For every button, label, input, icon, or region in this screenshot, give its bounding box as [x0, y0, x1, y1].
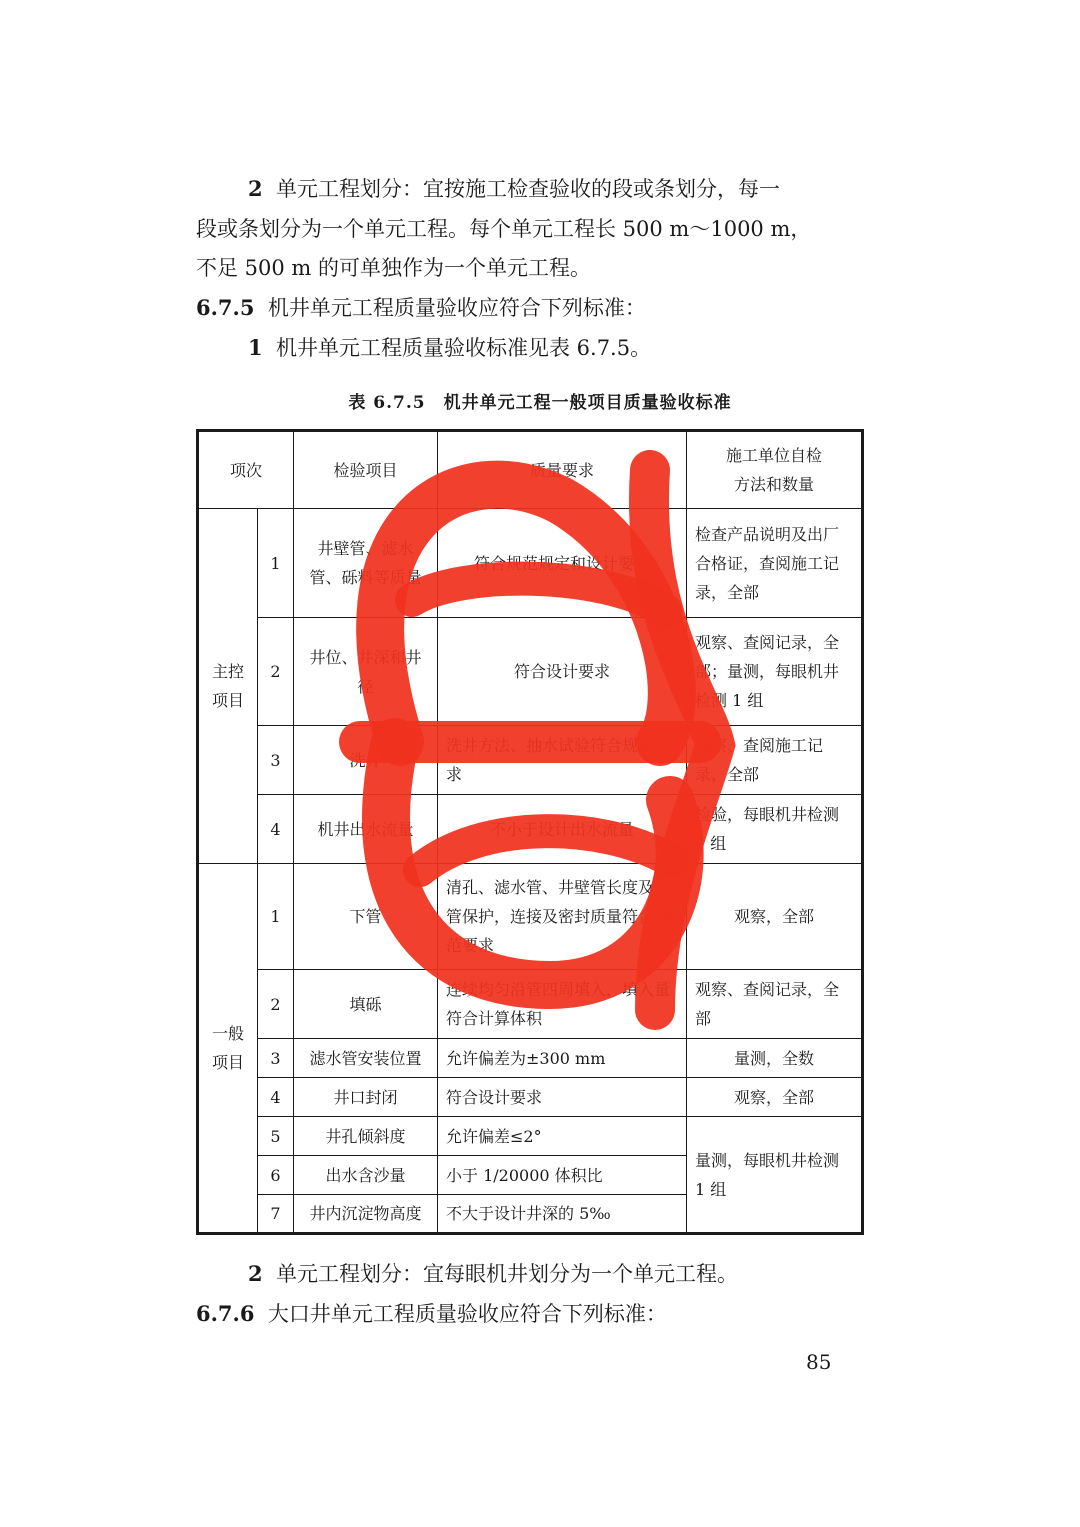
page-number: 85	[806, 1350, 832, 1374]
row-no: 2	[258, 618, 294, 726]
group-main-line1: 主控	[211, 662, 244, 681]
group-general-line1: 一般	[211, 1024, 244, 1043]
row-req: 允许偏差≤2°	[438, 1117, 687, 1156]
row-method: 观察，全部	[687, 864, 863, 970]
item-1-num: 1	[248, 335, 263, 360]
table-row	[198, 509, 863, 618]
row-item: 机井出水流量	[294, 795, 438, 864]
section-6-7-6	[196, 1299, 667, 1329]
table-row	[198, 864, 863, 970]
item-2	[248, 1259, 738, 1289]
row-item: 出水含沙量	[294, 1156, 438, 1195]
table-row	[198, 726, 863, 795]
row-req: 小于 1/20000 体积比	[438, 1156, 687, 1195]
group-general-line2: 项目	[211, 1053, 244, 1072]
para1-line3: 不足 500 m 的可单独作为一个单元工程。	[196, 256, 592, 280]
quality-table	[196, 429, 864, 1235]
table-row	[198, 1078, 863, 1117]
group-main-line2: 项目	[211, 691, 244, 710]
row-method: 观察、查阅施工记录，全部	[687, 726, 863, 795]
header-method-line1: 施工单位自检	[726, 446, 823, 465]
table-row	[198, 1039, 863, 1078]
row-req: 清孔、滤水管、井壁管长度及下管保护，连接及密封质量符合规范要求	[438, 864, 687, 970]
section-number: 6.7.6	[196, 1301, 255, 1326]
row-no: 5	[258, 1117, 294, 1156]
header-method-line2: 方法和数量	[734, 475, 815, 494]
row-req: 允许偏差为±300 mm	[438, 1039, 687, 1078]
row-method: 检验，每眼机井检测 1 组	[687, 795, 863, 864]
row-req: 不大于设计井深的 5‰	[438, 1195, 687, 1234]
row-item: 滤水管安装位置	[294, 1039, 438, 1078]
table-row	[198, 618, 863, 726]
row-req: 符合设计要求	[438, 1078, 687, 1117]
item-2-num: 2	[248, 1261, 263, 1286]
row-req: 符合设计要求	[438, 618, 687, 726]
row-req: 不小于设计出水流量	[438, 795, 687, 864]
row-item: 洗井	[294, 726, 438, 795]
row-no: 3	[258, 726, 294, 795]
row-item: 井口封闭	[294, 1078, 438, 1117]
row-method: 观察、查阅记录，全部	[687, 970, 863, 1039]
row-no: 7	[258, 1195, 294, 1234]
row-item: 井孔倾斜度	[294, 1117, 438, 1156]
row-no: 4	[258, 1078, 294, 1117]
row-req: 连续均匀沿管四周填入，填入量符合计算体积	[438, 970, 687, 1039]
row-no: 1	[258, 864, 294, 970]
section-text: 大口井单元工程质量验收应符合下列标准：	[267, 1302, 667, 1326]
table-row	[198, 970, 863, 1039]
item-1-text: 机井单元工程质量验收标准见表 6.7.5。	[275, 336, 652, 360]
group-general	[198, 864, 258, 1234]
item-2-text: 单元工程划分：宜每眼机井划分为一个单元工程。	[275, 1262, 738, 1286]
header-no: 项次	[198, 431, 294, 509]
row-method: 量测，每眼机井检测 1 组	[687, 1117, 863, 1234]
row-item: 井位、井深和井径	[294, 618, 438, 726]
row-method: 观察，全部	[687, 1078, 863, 1117]
row-req: 符合规范规定和设计要求	[438, 509, 687, 618]
para1-line2: 段或条划分为一个单元工程。每个单元工程长 500 m～1000 m，	[196, 217, 812, 241]
section-number: 6.7.5	[196, 295, 255, 320]
row-no: 6	[258, 1156, 294, 1195]
header-item: 检验项目	[294, 431, 438, 509]
table-row	[198, 795, 863, 864]
para1-text-1: 单元工程划分：宜按施工检查验收的段或条划分，每一	[275, 177, 780, 201]
row-item: 井壁管、滤水管、砾料等质量	[294, 509, 438, 618]
table-row	[198, 1117, 863, 1156]
table-title: 表 6.7.5 机井单元工程一般项目质量验收标准	[348, 393, 732, 413]
header-req: 质量要求	[438, 431, 687, 509]
row-no: 4	[258, 795, 294, 864]
row-method: 量测，全数	[687, 1039, 863, 1078]
section-6-7-5	[196, 293, 646, 323]
row-method: 检查产品说明及出厂合格证，查阅施工记录，全部	[687, 509, 863, 618]
row-no: 3	[258, 1039, 294, 1078]
row-item: 井内沉淀物高度	[294, 1195, 438, 1234]
row-no: 2	[258, 970, 294, 1039]
row-item: 下管	[294, 864, 438, 970]
item-1	[248, 333, 651, 363]
row-req: 洗井方法、抽水试验符合规范要求	[438, 726, 687, 795]
group-main	[198, 509, 258, 864]
row-method: 观察、查阅记录，全部；量测，每眼机井检测 1 组	[687, 618, 863, 726]
section-text: 机井单元工程质量验收应符合下列标准：	[267, 296, 646, 320]
row-item: 填砾	[294, 970, 438, 1039]
para1-num: 2	[248, 176, 263, 201]
table-header-row	[198, 431, 863, 509]
para1-line1	[248, 174, 780, 204]
header-method	[687, 431, 863, 509]
row-no: 1	[258, 509, 294, 618]
